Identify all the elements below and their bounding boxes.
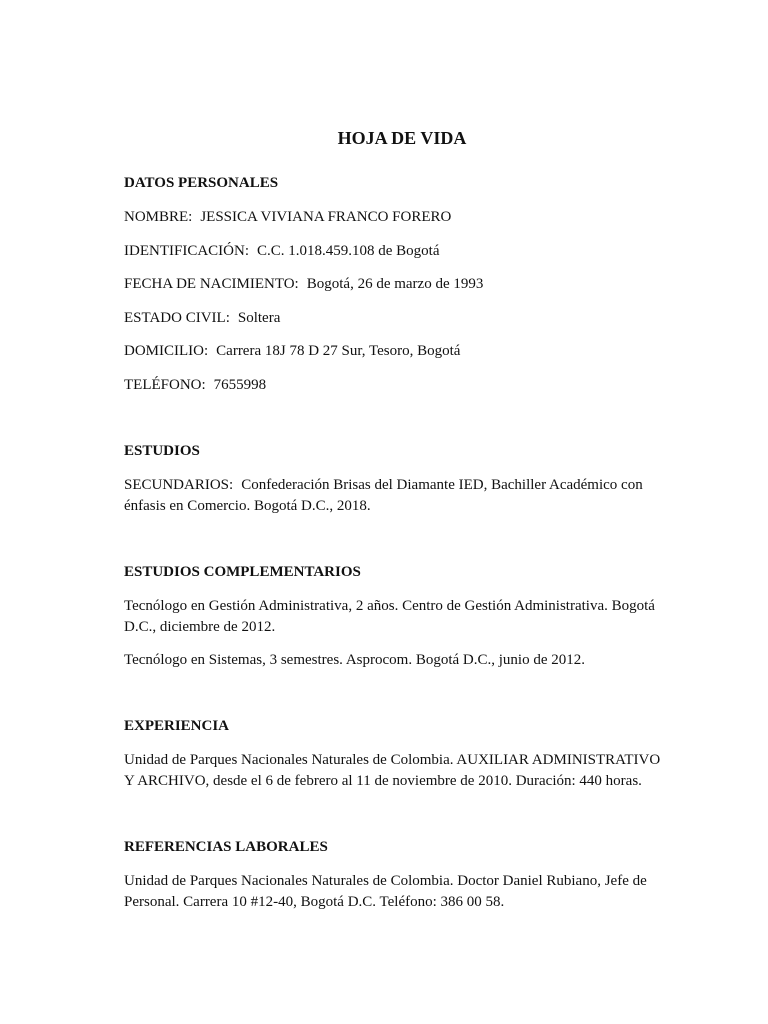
complementary-item-2-line-1: Tecnólogo en Sistemas, 3 semestres. Asprocom. Bogotá D.C., junio de 2012. xyxy=(124,652,585,668)
field-name-value: JESSICA VIVIANA FRANCO FORERO xyxy=(200,209,452,225)
complementary-item-1-line-2: D.C., diciembre de 2012. xyxy=(124,619,276,635)
references-heading: REFERENCIAS LABORALES xyxy=(124,839,328,855)
field-identification-label: IDENTIFICACIÓN: xyxy=(124,243,249,259)
field-civil-status xyxy=(124,308,664,329)
field-identification-value: C.C. 1.018.459.108 de Bogotá xyxy=(257,243,440,259)
studies-line-1 xyxy=(124,475,664,496)
field-phone xyxy=(124,375,664,396)
document-title: HOJA DE VIDA xyxy=(337,128,467,148)
complementary-item-1-line-1: Tecnólogo en Gestión Administrativa, 2 años. Centro de Gestión Administrativa. Bogotá xyxy=(124,598,655,614)
complementary-studies-heading: ESTUDIOS COMPLEMENTARIOS xyxy=(124,564,361,580)
studies-line-2: énfasis en Comercio. Bogotá D.C., 2018. xyxy=(124,498,371,514)
field-address-value: Carrera 18J 78 D 27 Sur, Tesoro, Bogotá xyxy=(216,343,461,359)
field-civil-status-label: ESTADO CIVIL: xyxy=(124,310,230,326)
studies-heading: ESTUDIOS xyxy=(124,443,200,459)
field-identification xyxy=(124,241,664,262)
experience-line-1: Unidad de Parques Nacionales Naturales de Colombia. AUXILIAR ADMINISTRATIVO xyxy=(124,752,661,768)
experience-heading: EXPERIENCIA xyxy=(124,718,230,734)
field-phone-value: 7655998 xyxy=(213,377,267,393)
experience-line-2: Y ARCHIVO, desde el 6 de febrero al 11 de noviembre de 2010. Duración: 440 horas. xyxy=(124,773,642,789)
field-address xyxy=(124,341,664,362)
references-line-1: Unidad de Parques Nacionales Naturales de Colombia. Doctor Daniel Rubiano, Jefe de xyxy=(124,873,647,889)
field-civil-status-value: Soltera xyxy=(237,310,281,326)
references-line-2: Personal. Carrera 10 #12-40, Bogotá D.C. Teléfono: 386 00 58. xyxy=(124,894,505,910)
studies-label: SECUNDARIOS: xyxy=(124,477,234,493)
field-birth-label: FECHA DE NACIMIENTO: xyxy=(124,276,299,292)
field-address-label: DOMICILIO: xyxy=(124,343,209,359)
field-phone-label: TELÉFONO: xyxy=(124,377,206,393)
field-name-label: NOMBRE: xyxy=(124,209,193,225)
field-birth-value: Bogotá, 26 de marzo de 1993 xyxy=(306,276,484,292)
personal-data-heading: DATOS PERSONALES xyxy=(124,175,279,191)
studies-line-1-text: Confederación Brisas del Diamante IED, Bachiller Académico con xyxy=(241,477,643,493)
field-birth xyxy=(124,274,664,295)
field-name xyxy=(124,207,664,228)
